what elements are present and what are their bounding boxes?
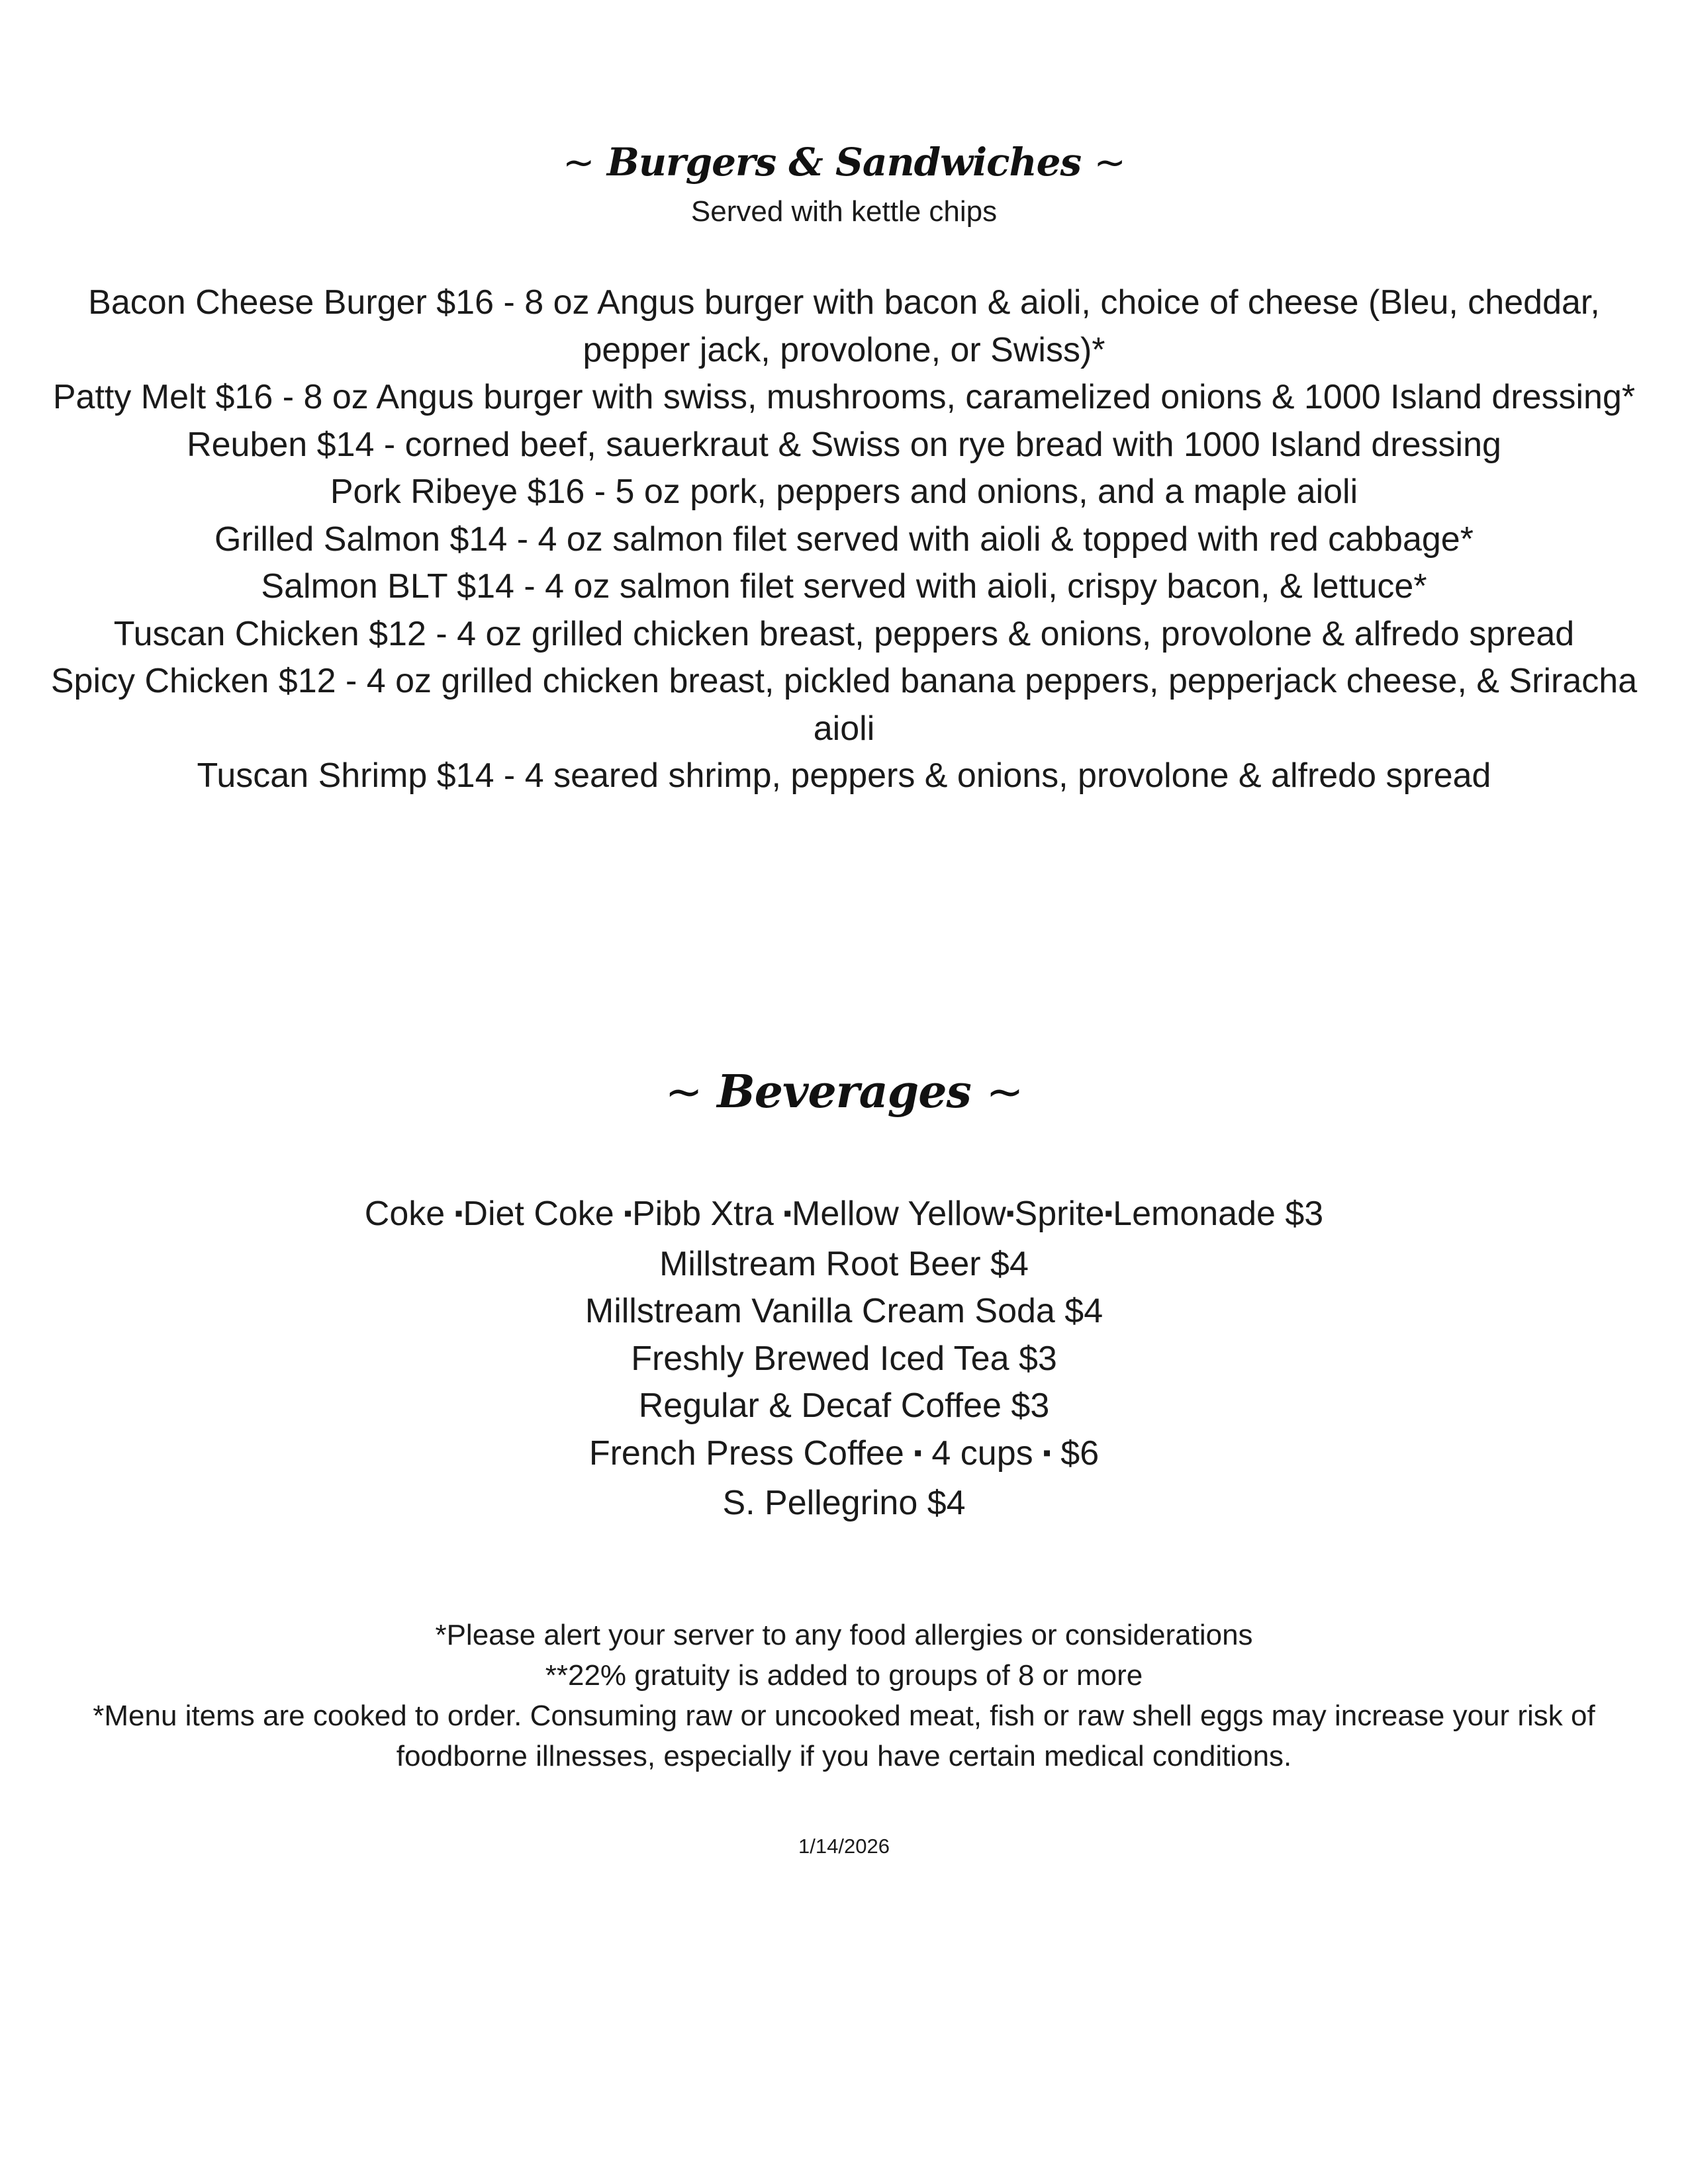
menu-item-grilled-salmon: Grilled Salmon $14 - 4 oz salmon filet served with aioli & topped with red cabbage* — [214, 520, 1474, 559]
french-press-price: $6 — [1051, 1433, 1100, 1473]
soda-diet-coke: Diet Coke — [463, 1195, 624, 1233]
bullet-separator: ▪ — [1006, 1199, 1015, 1226]
menu-item-tuscan-chicken: Tuscan Chicken $12 - 4 oz grilled chicken breast, peppers & onions, provolone & alfredo spread — [113, 614, 1575, 653]
burgers-subtitle: Served with kettle chips — [690, 195, 998, 228]
menu-notes — [53, 1615, 1635, 1776]
bullet-separator: ▪ — [624, 1199, 632, 1226]
tilde-left: ~ — [563, 140, 594, 185]
note-gratuity: **22% gratuity is added to groups of 8 or more — [545, 1659, 1143, 1692]
menu-item-spicy-chicken: Spicy Chicken $12 - 4 oz grilled chicken breast, pickled banana peppers, pepperjack cheese, & Sriracha aioli — [50, 662, 1638, 748]
menu-item-reuben: Reuben $14 - corned beef, sauerkraut & Swiss on rye bread with 1000 Island dressing — [187, 425, 1501, 464]
beverage-coffee: Regular & Decaf Coffee $3 — [638, 1387, 1050, 1425]
menu-date: 1/14/2026 — [798, 1835, 890, 1858]
beverage-vanilla-cream-soda: Millstream Vanilla Cream Soda $4 — [585, 1292, 1103, 1330]
menu-item-tuscan-shrimp: Tuscan Shrimp $14 - 4 seared shrimp, peppers & onions, provolone & alfredo spread — [197, 756, 1491, 795]
burgers-list — [46, 279, 1642, 800]
bullet-separator: ▪ — [783, 1199, 792, 1226]
soda-line — [46, 1191, 1642, 1241]
burgers-section-title — [0, 132, 1688, 192]
note-allergies: *Please alert your server to any food allergies or considerations — [435, 1619, 1253, 1651]
beverages-list — [46, 1191, 1642, 1527]
soda-lemonade: Lemonade $3 — [1113, 1195, 1324, 1233]
beverage-pellegrino: S. Pellegrino $4 — [722, 1484, 966, 1522]
menu-item-patty-melt: Patty Melt $16 - 8 oz Angus burger with swiss, mushrooms, caramelized onions & 1000 Island dressing* — [52, 378, 1636, 416]
note-consumer-advisory: *Menu items are cooked to order. Consuming raw or uncooked meat, fish or raw shell eggs may increase your risk of foodborne illnesses, especially if you have certain medical conditions. — [93, 1700, 1595, 1772]
bullet-separator: ▪ — [454, 1199, 463, 1226]
tilde-right: ~ — [986, 1066, 1023, 1118]
beverages-section-title — [0, 1059, 1688, 1126]
menu-item-salmon-blt: Salmon BLT $14 - 4 oz salmon filet served with aioli, crispy bacon, & lettuce* — [261, 567, 1427, 606]
french-press-cups: 4 cups — [921, 1433, 1043, 1473]
menu-item-pork-ribeye: Pork Ribeye $16 - 5 oz pork, peppers and onions, and a maple aioli — [330, 473, 1358, 511]
tilde-right: ~ — [1094, 140, 1125, 185]
menu-item-bacon-cheese-burger: Bacon Cheese Burger $16 - 8 oz Angus burger with bacon & aioli, choice of cheese (Bleu, cheddar, pepper jack, provolone, or Swiss)* — [88, 283, 1600, 369]
french-press-name: French Press Coffee — [588, 1433, 914, 1473]
beverage-iced-tea: Freshly Brewed Iced Tea $3 — [631, 1339, 1057, 1378]
soda-sprite: Sprite — [1014, 1195, 1105, 1233]
beverage-root-beer: Millstream Root Beer $4 — [659, 1244, 1029, 1283]
beverage-french-press — [46, 1430, 1642, 1480]
soda-mellow-yellow: Mellow Yellow — [792, 1195, 1006, 1233]
beverages-title-text: Beverages — [717, 1066, 971, 1118]
soda-coke: Coke — [364, 1195, 455, 1233]
burgers-title-text: Burgers & Sandwiches — [606, 140, 1082, 185]
tilde-left: ~ — [665, 1066, 702, 1118]
soda-pibb: Pibb Xtra — [632, 1195, 784, 1233]
bullet-separator: ▪ — [1043, 1438, 1051, 1466]
bullet-separator: ▪ — [1104, 1199, 1113, 1226]
bullet-separator: ▪ — [914, 1438, 922, 1466]
